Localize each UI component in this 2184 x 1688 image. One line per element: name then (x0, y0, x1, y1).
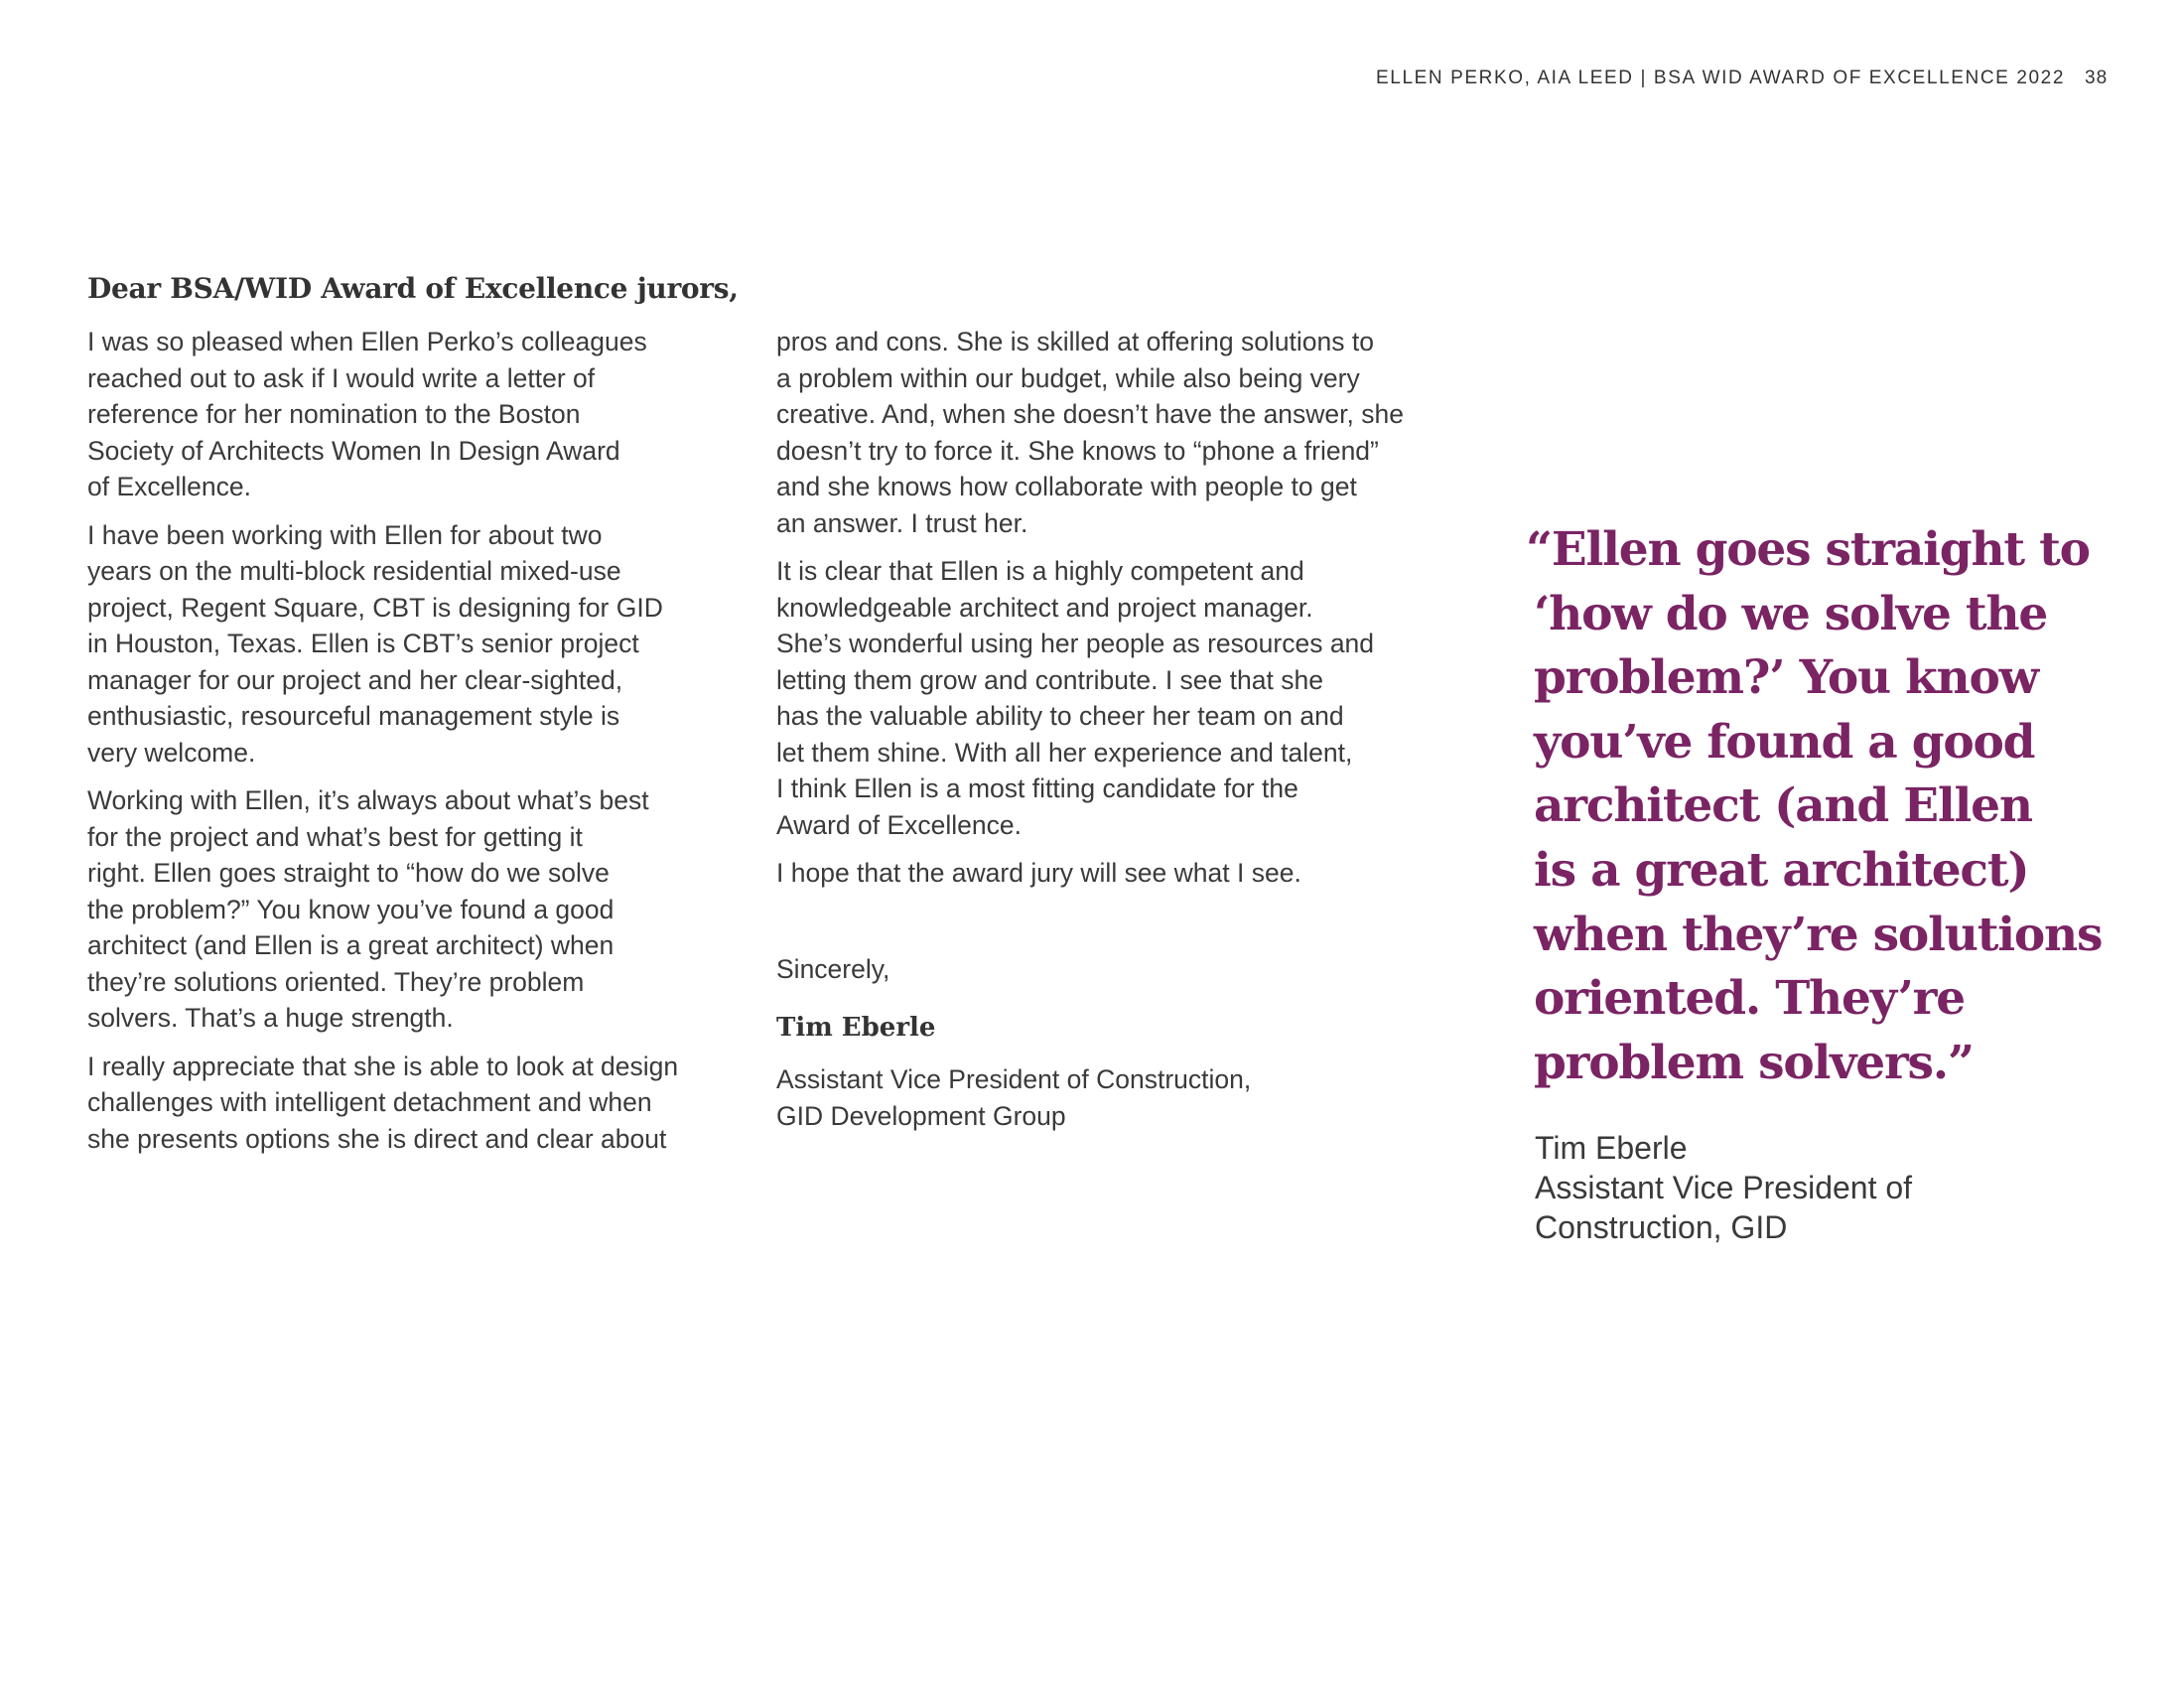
letter-paragraph (87, 324, 762, 505)
paragraph-line: I hope that the award jury will see what I see. (776, 858, 1301, 888)
paragraph-line: It is clear that Ellen is a highly competent and (776, 556, 1304, 586)
paragraph-line: of Excellence. (87, 472, 251, 501)
letter-paragraph (87, 782, 762, 1037)
paragraph-line: I have been working with Ellen for about two (87, 519, 603, 550)
paragraph-line: an answer. I trust her. (776, 507, 1028, 538)
letter-paragraph (87, 1049, 762, 1158)
paragraph-line: I was so pleased when Ellen Perko’s colleagues (87, 327, 647, 356)
pull-quote-line: is a great architect) (1534, 842, 2029, 898)
paragraph-line: and she knows how collaborate with people to get (776, 472, 1357, 501)
pull-quote (1526, 518, 2102, 1095)
paragraph-line: years on the multi-block residential mixed-use (87, 556, 621, 586)
paragraph-line: the problem?” You know you’ve found a good (87, 894, 614, 924)
pull-quote-line: problem?’ You know (1534, 650, 2038, 706)
paragraph-line: in Houston, Texas. Ellen is CBT’s senior project (87, 629, 639, 658)
paragraph-line: doesn’t try to force it. She knows to “phone a friend” (776, 435, 1379, 466)
paragraph-line: enthusiastic, resourceful management style is (87, 701, 620, 731)
paragraph-line: She’s wonderful using her people as resources and (776, 629, 1375, 658)
letter-paragraph (87, 517, 762, 772)
running-header: ELLEN PERKO, AIA LEED | BSA WID AWARD OF EXCELLENCE 2022 (1376, 68, 2065, 88)
paragraph-line: has the valuable ability to cheer her team on and (776, 701, 1344, 731)
paragraph-line: for the project and what’s best for getting it (87, 821, 583, 852)
letter-column-1 (87, 324, 762, 1169)
paragraph-line: reference for her nomination to the Boston (87, 399, 581, 429)
letter-paragraph (776, 324, 1471, 541)
signer-title-line: Assistant Vice President of Construction, (776, 1064, 1252, 1094)
signer-name: Tim Eberle (776, 1013, 936, 1043)
paragraph-line: Society of Architects Women In Design Award (87, 435, 620, 466)
pull-quote-line: when they’re solutions (1534, 907, 2103, 962)
attribution-title: Construction, GID (1535, 1209, 1788, 1245)
paragraph-line: reached out to ask if I would write a letter of (87, 362, 596, 393)
signer-title-line: GID Development Group (776, 1100, 1066, 1131)
page-number: 38 (2085, 68, 2109, 88)
pull-quote-line: you’ve found a good (1534, 714, 2035, 770)
paragraph-line: Award of Excellence. (776, 809, 1022, 840)
paragraph-line: right. Ellen goes straight to “how do we solve (87, 858, 610, 888)
paragraph-line: creative. And, when she doesn’t have the answer, she (776, 399, 1404, 429)
letter-paragraph (776, 553, 1471, 843)
paragraph-line: very welcome. (87, 737, 256, 768)
letter-salutation: Dear BSA/WID Award of Excellence jurors, (87, 272, 739, 305)
pull-quote-line: oriented. They’re (1534, 971, 1965, 1027)
attribution-title: Assistant Vice President of (1535, 1170, 1913, 1205)
paragraph-line: knowledgeable architect and project manager. (776, 592, 1313, 623)
paragraph-line: project, Regent Square, CBT is designing for GID (87, 592, 663, 623)
paragraph-line: manager for our project and her clear-sighted, (87, 664, 623, 695)
pull-quote-line: “Ellen goes straight to (1526, 522, 2090, 577)
paragraph-line: I think Ellen is a most fitting candidate for the (776, 774, 1298, 803)
paragraph-line: let them shine. With all her experience and talent, (776, 737, 1353, 768)
paragraph-line: architect (and Ellen is a great architect) when (87, 930, 614, 960)
pull-quote-line: problem solvers.” (1534, 1035, 1974, 1090)
paragraph-line: I really appreciate that she is able to look at design (87, 1051, 679, 1081)
paragraph-line: challenges with intelligent detachment and when (87, 1087, 652, 1117)
paragraph-line: pros and cons. She is skilled at offering solutions to (776, 327, 1374, 356)
letter-column-2 (776, 324, 1471, 904)
paragraph-line: a problem within our budget, while also being very (776, 362, 1360, 393)
paragraph-line: they’re solutions oriented. They’re problem (87, 966, 585, 997)
pull-quote-attribution (1535, 1128, 1912, 1247)
letter-closing: Sincerely, (776, 954, 890, 984)
paragraph-line: letting them grow and contribute. I see that she (776, 664, 1323, 695)
pull-quote-line: architect (and Ellen (1534, 778, 2032, 834)
paragraph-line: solvers. That’s a huge strength. (87, 1003, 454, 1033)
paragraph-line: Working with Ellen, it’s always about what’s best (87, 785, 649, 815)
pull-quote-line: ‘how do we solve the (1534, 586, 2048, 641)
letter-paragraph (776, 855, 1471, 892)
paragraph-line: she presents options she is direct and clear about (87, 1123, 667, 1154)
signer-title (776, 1061, 1251, 1134)
attribution-name: Tim Eberle (1535, 1130, 1688, 1166)
